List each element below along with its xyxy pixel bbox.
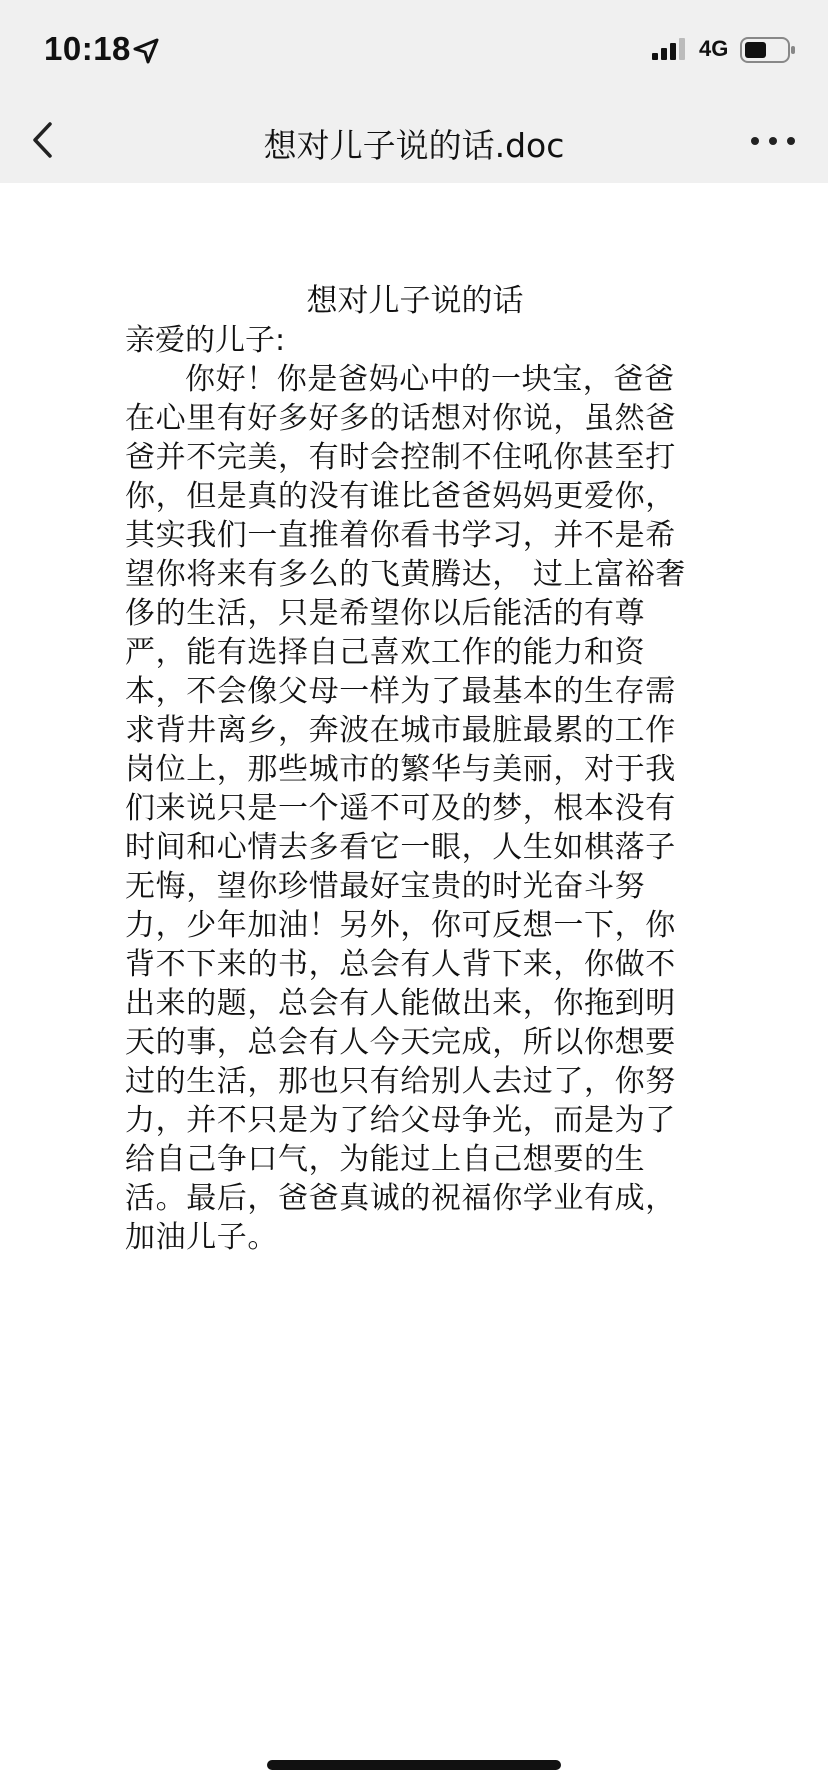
- status-time: 10:18: [44, 30, 131, 67]
- document-heading: 想对儿子说的话: [306, 283, 524, 319]
- more-dots-icon[interactable]: [748, 124, 798, 158]
- location-arrow-icon: [131, 36, 161, 66]
- battery-icon: [740, 37, 796, 63]
- document-file-title: 想对儿子说的话.doc: [263, 126, 565, 165]
- network-type-label: 4G: [699, 36, 729, 61]
- top-bar-area: [0, 0, 828, 183]
- navigation-bar: [0, 100, 828, 183]
- document-salutation: 亲爱的儿子:: [125, 323, 286, 358]
- chevron-left-icon[interactable]: [22, 116, 66, 164]
- document-page[interactable]: [0, 183, 828, 1743]
- status-bar: [0, 0, 828, 100]
- document-body-paragraph: 你好！你是爸妈心中的一块宝，爸爸在心里有好多好多的话想对你说，虽然爸爸并不完美，有时会控制不住吼你甚至打你，但是真的没有谁比爸爸妈妈更爱你，其实我们一直推着你看书学习，并不是希望你将来有多么的飞黄腾达， 过上富裕奢侈的生活，只是希望你以后能活的有尊严，能有选择自己喜欢工作的能力和资本，不会像父母一样为了最基本的生存需求背井离乡，奔波在城市最脏最累的工作岗位上，那些城市的繁华与美丽，对于我们来说只是一个遥不可及的梦，根本没有时间和心情去多看它一眼，人生如棋落子无悔，望你珍惜最好宝贵的时光奋斗努力，少年加油！另外，你可反想一下，你背不下来的书，总会有人背下来，你做不出来的题，总会有人能做出来，你拖到明天的事，总会有人今天完成，所以你想要过的生活，那也只有给别人去过了，你努力，并不只是为了给父母争光，而是为了给自己争口气，为能过上自己想要的生活。最后，爸爸真诚的祝福你学业有成，加油儿子。: [125, 362, 686, 1255]
- home-indicator[interactable]: [267, 1760, 561, 1770]
- signal-bars-icon: [652, 38, 688, 60]
- document-content: [125, 281, 705, 1257]
